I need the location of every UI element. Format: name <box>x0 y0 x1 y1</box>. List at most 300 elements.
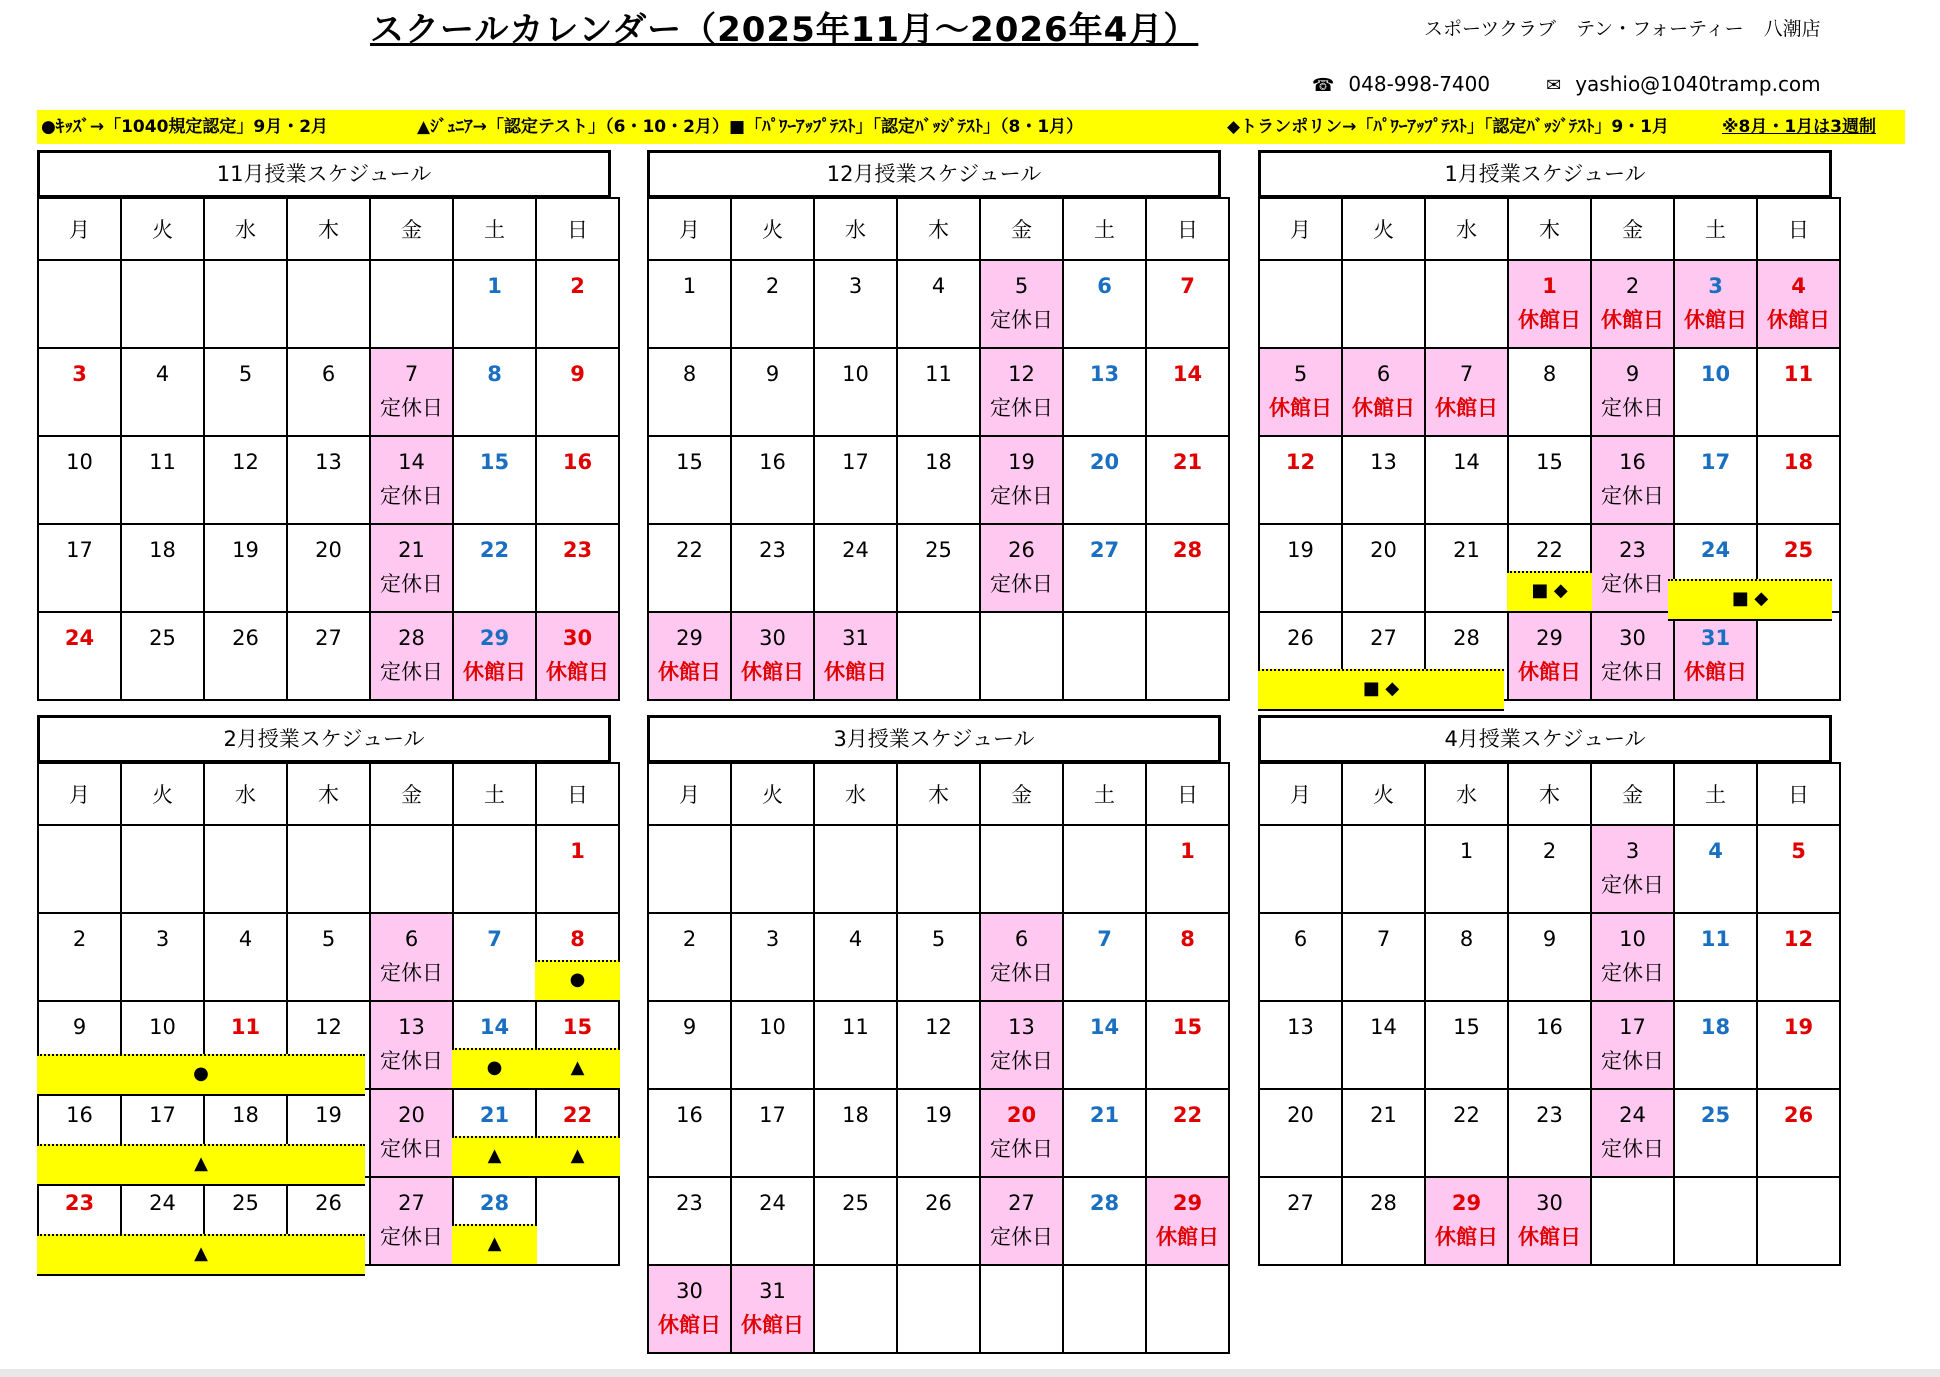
empty-day-cell <box>287 260 370 348</box>
day-number: 4 <box>848 927 863 951</box>
store-name-part: スポーツクラブ <box>1424 18 1557 40</box>
test-marker-band: ■ ◆ <box>1668 579 1832 621</box>
day-number: 3 <box>765 927 780 951</box>
weekday-header: 月 <box>1259 198 1342 260</box>
closed-day-label: 休館日 <box>1156 1225 1219 1249</box>
day-number: 6 <box>1014 927 1029 951</box>
day-cell <box>980 436 1063 524</box>
notice-kids: ●ｷｯｽﾞ→「1040規定認定」9月・2月 <box>41 117 329 137</box>
day-cell <box>453 524 536 612</box>
day-cell <box>287 612 370 700</box>
day-number: 31 <box>842 626 869 650</box>
notice-trampoline: ◆トランポリン→「ﾊﾟﾜｰｱｯﾌﾟﾃｽﾄ」「認定ﾊﾞｯｼﾞﾃｽﾄ」9・1月 <box>1227 117 1669 137</box>
day-number: 22 <box>1536 538 1563 562</box>
day-number: 31 <box>1700 626 1731 650</box>
day-number: 13 <box>1008 1015 1035 1039</box>
regular-holiday-label: 定休日 <box>1601 1137 1664 1161</box>
closed-day-label: 休館日 <box>1518 1225 1581 1249</box>
day-number: 25 <box>232 1191 259 1215</box>
regular-holiday-label: 定休日 <box>380 484 443 508</box>
day-number: 24 <box>1619 1103 1646 1127</box>
week-row <box>1259 260 1840 348</box>
empty-day-cell <box>814 1265 897 1353</box>
day-number: 24 <box>64 626 95 650</box>
day-cell <box>731 524 814 612</box>
day-cell <box>453 612 536 700</box>
weekday-header: 日 <box>1757 763 1840 825</box>
day-number: 10 <box>759 1015 786 1039</box>
day-cell <box>1674 1089 1757 1177</box>
day-cell <box>453 913 536 1001</box>
day-number: 17 <box>759 1103 786 1127</box>
day-number: 4 <box>1708 839 1723 863</box>
day-number: 26 <box>315 1191 342 1215</box>
regular-holiday-label: 定休日 <box>1601 660 1664 684</box>
day-number: 19 <box>315 1103 342 1127</box>
day-cell <box>1508 1089 1591 1177</box>
day-number: 7 <box>1180 274 1195 298</box>
week-row <box>1259 348 1840 436</box>
weekday-header: 火 <box>121 198 204 260</box>
day-number: 13 <box>398 1015 425 1039</box>
day-cell <box>121 436 204 524</box>
day-cell <box>814 348 897 436</box>
empty-day-cell <box>204 260 287 348</box>
empty-day-cell <box>814 825 897 913</box>
week-row <box>1259 825 1840 913</box>
day-number: 16 <box>1619 450 1646 474</box>
day-cell <box>204 348 287 436</box>
calendar-grid <box>1258 762 1841 1266</box>
month-calendar <box>37 150 611 701</box>
contact-info <box>1312 72 1821 96</box>
closed-day-label: 休館日 <box>658 1313 721 1337</box>
day-cell <box>1342 1177 1425 1265</box>
day-number: 23 <box>64 1191 95 1215</box>
day-number: 28 <box>1370 1191 1397 1215</box>
day-cell <box>980 1001 1063 1089</box>
day-number: 10 <box>149 1015 176 1039</box>
day-number: 9 <box>72 1015 87 1039</box>
regular-holiday-label: 定休日 <box>990 1049 1053 1073</box>
day-cell <box>1425 825 1508 913</box>
day-number: 15 <box>479 450 510 474</box>
day-number: 2 <box>1542 839 1557 863</box>
day-number: 6 <box>1376 362 1391 386</box>
weekday-header: 金 <box>1591 198 1674 260</box>
empty-day-cell <box>1425 260 1508 348</box>
day-cell <box>1259 1001 1342 1089</box>
day-cell <box>1591 524 1674 612</box>
weekday-header: 水 <box>814 198 897 260</box>
day-cell <box>1591 348 1674 436</box>
day-number: 25 <box>925 538 952 562</box>
closed-day-label: 休館日 <box>741 660 804 684</box>
day-number: 13 <box>1089 362 1120 386</box>
test-marker-band: ▲ <box>37 1144 365 1186</box>
day-cell <box>536 524 619 612</box>
day-number: 9 <box>682 1015 697 1039</box>
day-number: 6 <box>404 927 419 951</box>
mail-icon: ✉ <box>1546 75 1562 96</box>
day-cell <box>1757 260 1840 348</box>
month-title: 1月授業スケジュール <box>1258 150 1832 197</box>
day-number: 8 <box>487 362 502 386</box>
day-number: 17 <box>1700 450 1731 474</box>
day-number: 14 <box>1453 450 1480 474</box>
day-cell <box>648 913 731 1001</box>
day-cell <box>1757 1001 1840 1089</box>
day-number: 6 <box>1097 274 1112 298</box>
day-cell <box>1508 1177 1591 1265</box>
day-number: 4 <box>931 274 946 298</box>
day-number: 16 <box>562 450 593 474</box>
weekday-header: 金 <box>980 198 1063 260</box>
month-title: 4月授業スケジュール <box>1258 715 1832 762</box>
day-cell <box>370 436 453 524</box>
weekday-header: 土 <box>1674 198 1757 260</box>
weekday-header: 土 <box>453 198 536 260</box>
empty-day-cell <box>1259 825 1342 913</box>
day-number: 3 <box>1625 839 1640 863</box>
day-number: 20 <box>1370 538 1397 562</box>
day-cell <box>1757 913 1840 1001</box>
day-cell <box>814 1177 897 1265</box>
weekday-header: 水 <box>204 763 287 825</box>
week-row <box>648 825 1229 913</box>
day-number: 2 <box>682 927 697 951</box>
day-number: 29 <box>1451 1191 1482 1215</box>
day-cell <box>814 612 897 700</box>
day-number: 2 <box>1625 274 1640 298</box>
day-cell <box>1425 1177 1508 1265</box>
day-cell <box>536 348 619 436</box>
day-cell <box>287 913 370 1001</box>
week-row <box>648 436 1229 524</box>
day-number: 9 <box>570 362 585 386</box>
email-address[interactable]: yashio@1040tramp.com <box>1575 72 1821 96</box>
day-number: 12 <box>1285 450 1316 474</box>
test-marker-band: ▲ <box>535 1136 620 1178</box>
day-number: 11 <box>925 362 952 386</box>
day-cell <box>370 612 453 700</box>
day-cell <box>1146 913 1229 1001</box>
day-cell <box>1508 1001 1591 1089</box>
day-number: 22 <box>479 538 510 562</box>
day-cell <box>980 1177 1063 1265</box>
day-number: 10 <box>842 362 869 386</box>
day-cell <box>121 612 204 700</box>
day-number: 13 <box>315 450 342 474</box>
day-cell <box>897 913 980 1001</box>
week-row <box>38 825 619 913</box>
day-number: 18 <box>925 450 952 474</box>
day-number: 12 <box>315 1015 342 1039</box>
calendar-grid <box>37 197 620 701</box>
day-number: 15 <box>562 1015 593 1039</box>
closed-day-label: 休館日 <box>1435 1225 1498 1249</box>
day-number: 14 <box>398 450 425 474</box>
day-cell <box>648 1177 731 1265</box>
day-cell <box>1063 524 1146 612</box>
notice-junior: ▲ｼﾞｭﾆｱ→「認定テスト」（6・10・2月）■「ﾊﾟﾜｰｱｯﾌﾟﾃｽﾄ」「認定ﾊﾞｯｼﾞﾃｽﾄ」（8・1月） <box>417 117 1084 137</box>
day-cell <box>731 348 814 436</box>
month-title: 3月授業スケジュール <box>647 715 1221 762</box>
week-row <box>38 612 619 700</box>
day-cell <box>536 825 619 913</box>
day-number: 20 <box>1089 450 1120 474</box>
day-number: 28 <box>398 626 425 650</box>
day-cell <box>1063 260 1146 348</box>
week-row <box>648 1001 1229 1089</box>
day-cell <box>1674 825 1757 913</box>
weekday-header: 月 <box>38 198 121 260</box>
day-cell <box>1063 1001 1146 1089</box>
empty-day-cell <box>38 260 121 348</box>
weekday-header: 火 <box>731 198 814 260</box>
weekday-header: 水 <box>1425 763 1508 825</box>
day-number: 16 <box>676 1103 703 1127</box>
week-row <box>648 1089 1229 1177</box>
day-cell <box>1674 913 1757 1001</box>
day-cell <box>536 260 619 348</box>
day-number: 29 <box>676 626 703 650</box>
day-number: 17 <box>1619 1015 1646 1039</box>
day-number: 22 <box>562 1103 593 1127</box>
empty-day-cell <box>38 825 121 913</box>
day-number: 18 <box>149 538 176 562</box>
regular-holiday-label: 定休日 <box>380 961 443 985</box>
empty-day-cell <box>897 612 980 700</box>
weekday-header: 火 <box>121 763 204 825</box>
day-cell <box>814 1001 897 1089</box>
day-cell <box>648 436 731 524</box>
day-cell <box>453 1177 536 1265</box>
day-cell <box>1425 524 1508 612</box>
day-number: 30 <box>1536 1191 1563 1215</box>
day-cell <box>1259 524 1342 612</box>
weekday-header: 木 <box>287 763 370 825</box>
day-cell <box>648 1001 731 1089</box>
day-cell <box>370 913 453 1001</box>
day-number: 18 <box>1700 1015 1731 1039</box>
day-cell <box>814 524 897 612</box>
day-number: 24 <box>759 1191 786 1215</box>
weekday-header: 水 <box>1425 198 1508 260</box>
day-number: 13 <box>1370 450 1397 474</box>
day-number: 10 <box>66 450 93 474</box>
week-row <box>38 348 619 436</box>
empty-day-cell <box>897 825 980 913</box>
day-number: 25 <box>842 1191 869 1215</box>
closed-day-label: 休館日 <box>1684 308 1747 332</box>
day-cell <box>648 1089 731 1177</box>
day-number: 31 <box>759 1279 786 1303</box>
empty-day-cell <box>1674 1177 1757 1265</box>
day-number: 25 <box>1783 538 1814 562</box>
day-cell <box>1146 1001 1229 1089</box>
weekday-header: 月 <box>648 763 731 825</box>
closed-day-label: 休館日 <box>824 660 887 684</box>
weekday-header: 金 <box>370 763 453 825</box>
day-cell <box>814 436 897 524</box>
regular-holiday-label: 定休日 <box>380 1137 443 1161</box>
closed-day-label: 休館日 <box>1518 660 1581 684</box>
week-row <box>648 260 1229 348</box>
empty-day-cell <box>731 825 814 913</box>
day-number: 9 <box>1542 927 1557 951</box>
day-number: 27 <box>1287 1191 1314 1215</box>
closed-day-label: 休館日 <box>463 660 526 684</box>
day-cell <box>648 524 731 612</box>
month-calendar <box>647 715 1221 1354</box>
empty-day-cell <box>1342 825 1425 913</box>
regular-holiday-label: 定休日 <box>380 660 443 684</box>
day-number: 2 <box>765 274 780 298</box>
day-cell <box>1674 612 1757 700</box>
day-number: 11 <box>230 1015 261 1039</box>
day-cell <box>648 348 731 436</box>
day-number: 30 <box>562 626 593 650</box>
weekday-header: 日 <box>1757 198 1840 260</box>
day-number: 21 <box>479 1103 510 1127</box>
empty-day-cell <box>536 1177 619 1265</box>
empty-day-cell <box>980 825 1063 913</box>
day-number: 21 <box>1089 1103 1120 1127</box>
day-number: 29 <box>1172 1191 1203 1215</box>
weekday-header: 水 <box>204 198 287 260</box>
day-number: 12 <box>1008 362 1035 386</box>
day-cell <box>1146 260 1229 348</box>
calendar-grid <box>647 762 1230 1354</box>
day-number: 18 <box>1783 450 1814 474</box>
day-cell <box>1425 1089 1508 1177</box>
day-number: 17 <box>66 538 93 562</box>
day-number: 5 <box>1014 274 1029 298</box>
day-cell <box>1259 913 1342 1001</box>
day-cell <box>897 436 980 524</box>
day-cell <box>1146 436 1229 524</box>
day-cell <box>1063 913 1146 1001</box>
week-row <box>38 260 619 348</box>
day-cell <box>1259 1177 1342 1265</box>
day-number: 29 <box>479 626 510 650</box>
weekday-header: 月 <box>38 763 121 825</box>
day-cell <box>536 436 619 524</box>
day-cell <box>1063 436 1146 524</box>
weekday-header: 木 <box>1508 763 1591 825</box>
weekday-header: 金 <box>370 198 453 260</box>
weekday-header: 土 <box>1674 763 1757 825</box>
day-cell <box>731 1089 814 1177</box>
day-number: 12 <box>1783 927 1814 951</box>
day-cell <box>1342 1001 1425 1089</box>
day-number: 11 <box>1700 927 1731 951</box>
day-number: 5 <box>238 362 253 386</box>
day-number: 23 <box>676 1191 703 1215</box>
closed-day-label: 休館日 <box>1767 308 1830 332</box>
page-bottom-edge <box>0 1369 1940 1377</box>
day-cell <box>1591 612 1674 700</box>
day-cell <box>1674 436 1757 524</box>
day-cell <box>980 913 1063 1001</box>
closed-day-label: 休館日 <box>1684 660 1747 684</box>
day-number: 4 <box>155 362 170 386</box>
day-number: 21 <box>398 538 425 562</box>
day-cell <box>121 348 204 436</box>
day-cell <box>1508 913 1591 1001</box>
day-cell <box>1146 348 1229 436</box>
day-cell <box>731 1265 814 1353</box>
day-cell <box>731 913 814 1001</box>
test-marker-band: ▲ <box>535 1048 620 1090</box>
day-number: 9 <box>765 362 780 386</box>
test-marker-band: ● <box>535 960 620 1002</box>
month-calendar <box>1258 150 1832 701</box>
week-row <box>648 348 1229 436</box>
day-cell <box>287 348 370 436</box>
day-cell <box>38 612 121 700</box>
day-cell <box>1342 913 1425 1001</box>
day-number: 27 <box>398 1191 425 1215</box>
closed-day-label: 休館日 <box>1352 396 1415 420</box>
day-number: 1 <box>1542 274 1557 298</box>
day-number: 27 <box>1008 1191 1035 1215</box>
weekday-header: 木 <box>897 763 980 825</box>
day-number: 14 <box>479 1015 510 1039</box>
store-name-part: テン・フォーティー <box>1576 18 1744 40</box>
day-cell <box>1757 825 1840 913</box>
weekday-header: 日 <box>1146 198 1229 260</box>
day-number: 8 <box>682 362 697 386</box>
day-cell <box>536 612 619 700</box>
day-cell <box>731 1177 814 1265</box>
day-number: 28 <box>1089 1191 1120 1215</box>
day-number: 3 <box>1708 274 1723 298</box>
empty-day-cell <box>453 825 536 913</box>
day-number: 15 <box>1172 1015 1203 1039</box>
day-number: 22 <box>676 538 703 562</box>
day-number: 20 <box>398 1103 425 1127</box>
day-cell <box>1674 1001 1757 1089</box>
day-cell <box>38 913 121 1001</box>
empty-day-cell <box>1591 1177 1674 1265</box>
day-number: 16 <box>1536 1015 1563 1039</box>
day-cell <box>980 348 1063 436</box>
day-cell <box>1591 260 1674 348</box>
test-marker-band: ▲ <box>452 1136 537 1178</box>
day-cell <box>204 913 287 1001</box>
day-number: 27 <box>1089 538 1120 562</box>
week-row <box>648 612 1229 700</box>
day-cell <box>370 1001 453 1089</box>
regular-holiday-label: 定休日 <box>990 572 1053 596</box>
regular-holiday-label: 定休日 <box>1601 873 1664 897</box>
week-row <box>38 436 619 524</box>
week-row <box>648 913 1229 1001</box>
weekday-header: 金 <box>980 763 1063 825</box>
day-number: 26 <box>925 1191 952 1215</box>
month-title: 12月授業スケジュール <box>647 150 1221 197</box>
day-number: 20 <box>1006 1103 1037 1127</box>
weekday-header: 金 <box>1591 763 1674 825</box>
day-number: 19 <box>232 538 259 562</box>
day-number: 27 <box>1370 626 1397 650</box>
day-number: 28 <box>1453 626 1480 650</box>
day-cell <box>731 612 814 700</box>
day-cell <box>1674 348 1757 436</box>
day-cell <box>1591 1001 1674 1089</box>
